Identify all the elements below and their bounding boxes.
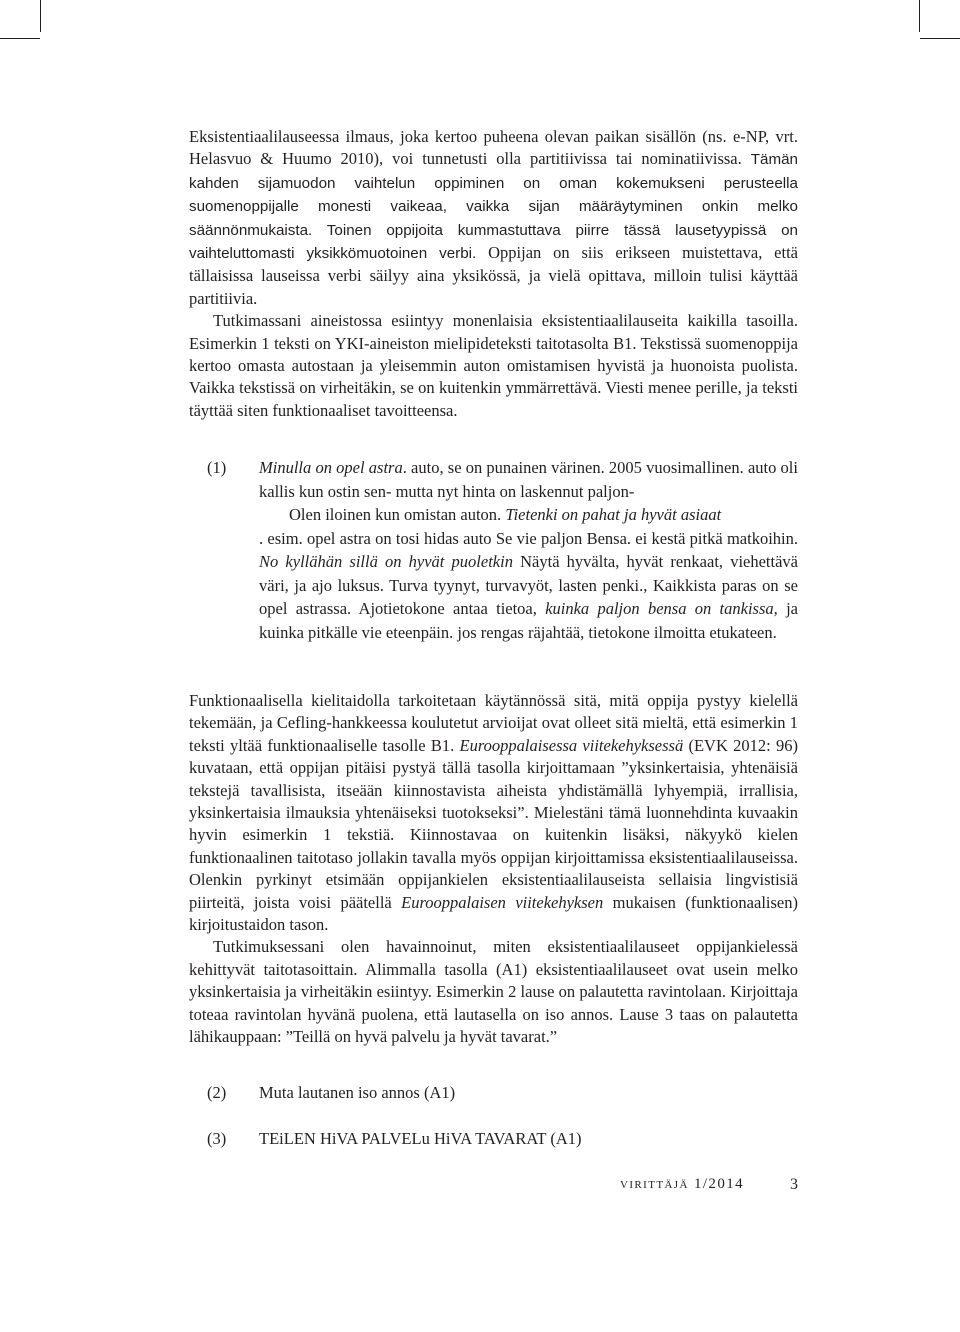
example-1-text-5: , ja kuinka pitkälle vie eteenpäin. jos rengas räjahtää, tietokone ilmoitta etukateen.: [259, 599, 798, 642]
text-block-top: [189, 126, 798, 422]
crop-mark-left-horizontal: [0, 38, 40, 39]
example-3-text: TEiLEN HiVA PALVELu HiVA TAVARAT (A1): [259, 1129, 582, 1148]
paragraph-1-part-2: Tämän kahden sijamuodon vaihtelun oppiminen on oman kokemukseni perusteella suomenoppijalle monesti vaikeaa, vaikka sijan määräytyminen onkin melko säännönmukaista. Toinen oppijoita kummastuttava piirre tässä lausetyypissä on vaihteluttomasti yksikkömuotoinen verbi.: [189, 151, 798, 263]
example-1-text-3: . esim. opel astra on tosi hidas auto Se vie paljon Bensa. ei kestä pitkä matkoihin.: [259, 528, 798, 548]
example-1-italic-3: No kyllähän sillä on hyvät puoletkin: [259, 552, 513, 571]
example-1-indented-line: [259, 503, 798, 527]
example-1-text-4: Näytä hyvälta, hyvät renkaat, viehettävä väri, ja ajo luksus. Turva tyynyt, turvavyöt, lasten penki., Kaikkista paras on se opel astrassa. Ajotietokone antaa tietoa,: [259, 552, 798, 618]
example-1-text-1: . auto, se on punainen värinen. 2005 vuosimallinen. auto oli kallis kun ostin sen- mutta nyt hinta on laskennut paljon-: [259, 458, 798, 501]
paragraph-3-part-e: mukaisen (funktionaalisen) kirjoitustaidon tason.: [189, 892, 798, 935]
paragraph-3-italic-b: Eurooppalaisessa viitekehyksessä: [459, 735, 684, 755]
example-2-number: (2): [207, 1083, 227, 1102]
example-1-italic-1: Minulla on opel astra: [259, 458, 403, 477]
example-1-number: (1): [207, 458, 227, 477]
paragraph-1-part-3: Oppijan on siis erikseen muistettava, että tällaisissa lauseissa verbi säilyy aina yksikössä, ja vielä opittava, milloin tulisi käyttää partitiivia.: [189, 243, 798, 308]
paragraph-1: [189, 126, 798, 310]
example-2: [189, 1081, 798, 1105]
text-block-bottom: [189, 690, 798, 1049]
paragraph-3: [189, 690, 798, 936]
example-1-italic-2: Tietenki on pahat ja hyvät asiaat: [505, 505, 722, 524]
crop-mark-right-horizontal: [920, 38, 960, 39]
crop-mark-left: [40, 0, 41, 32]
page-footer: [620, 1176, 800, 1200]
example-3-number: (3): [207, 1129, 227, 1148]
page-number: 3: [790, 1176, 798, 1193]
example-1-text-2: Olen iloinen kun omistan auton.: [289, 505, 506, 524]
crop-mark-right: [919, 0, 920, 32]
paragraph-2: Tutkimassani aineistossa esiintyy monenlaisia eksistentiaalilauseita kaikilla tasoilla. Esimerkin 1 teksti on YKI-aineiston mielipideteksti taitotasolta B1. Tekstissä suomenoppija kertoo omasta autostaan ja yleisemmin auton omistamisen hyvistä ja huonoista puolista. Vaikka tekstissä on virheitäkin, se on kuitenkin ymmärrettävä. Viesti menee perille, ja teksti täyttää siten funktionaaliset tavoitteensa.: [189, 311, 798, 420]
example-1-text: [259, 456, 798, 644]
paragraph-3-italic-d: Eurooppalaisen viitekehyksen: [401, 892, 604, 912]
example-1: [189, 456, 798, 644]
paragraph-3-part-c: (EVK 2012: 96) kuvataan, että oppijan pitäisi pystyä tällä tasolla kirjoittamaan ”yksinkertaisia, yhtenäisiä tekstejä tavallisista, itseään kiinnostavista aiheista yhdistämällä lyhyempiä, irrallisia, yksinkertaisia ilmauksia yhtenäiseksi tuotokseksi”. Mielestäni tämä luonnehdinta kuvaakin hyvin esimerkin 1 tekstiä. Kiinnostavaa on kuitenkin lisäksi, näkyykö kielen funktionaalinen taitotaso jollakin tavalla myös oppijan kirjoittamissa eksistentiaalilauseissa. Olenkin pyrkinyt etsimään oppijankielen eksistentiaalilauseista sellaisia lingvistisiä piirteitä, joista voisi päätellä: [189, 735, 798, 912]
paragraph-3-part-a: Funktionaalisella kielitaidolla tarkoitetaan käytännössä sitä, mitä oppija pystyy kielellä tekemään, ja Cefling-hankkeessa koulutetut arvioijat ovat olleet sitä mieltä, että esimerkin 1 teksti yltää funktionaaliselle tasolle B1.: [189, 691, 798, 755]
paragraph-4: Tutkimuksessani olen havainnoinut, miten eksistentiaalilauseet oppijankielessä kehittyvät taitotasoittain. Alimmalla tasolla (A1) eksistentiaalilauseet ovat usein melko yksinkertaisia ja virheitäkin esiintyy. Esimerkin 2 lause on palautetta ravintolaan. Kirjoittaja toteaa ravintolan hyvänä puolena, että lautasella on iso annos. Lause 3 taas on palautetta lähikauppaan: ”Teillä on hyvä palvelu ja hyvät tavarat.”: [189, 937, 798, 1047]
example-2-text: Muta lautanen iso annos (A1): [259, 1083, 456, 1102]
example-3: [189, 1127, 798, 1151]
journal-name: virittäjä 1/2014: [620, 1176, 745, 1192]
paragraph-1-part-1: Eksistentiaalilauseessa ilmaus, joka kertoo puheena olevan paikan sisällön (ns. e-NP, vrt. Helasvuo & Huumo 2010), voi tunnetusti olla partitiivissa tai nominatiivissa.: [189, 127, 798, 169]
example-1-italic-4: kuinka paljon bensa on tankissa: [545, 599, 774, 618]
